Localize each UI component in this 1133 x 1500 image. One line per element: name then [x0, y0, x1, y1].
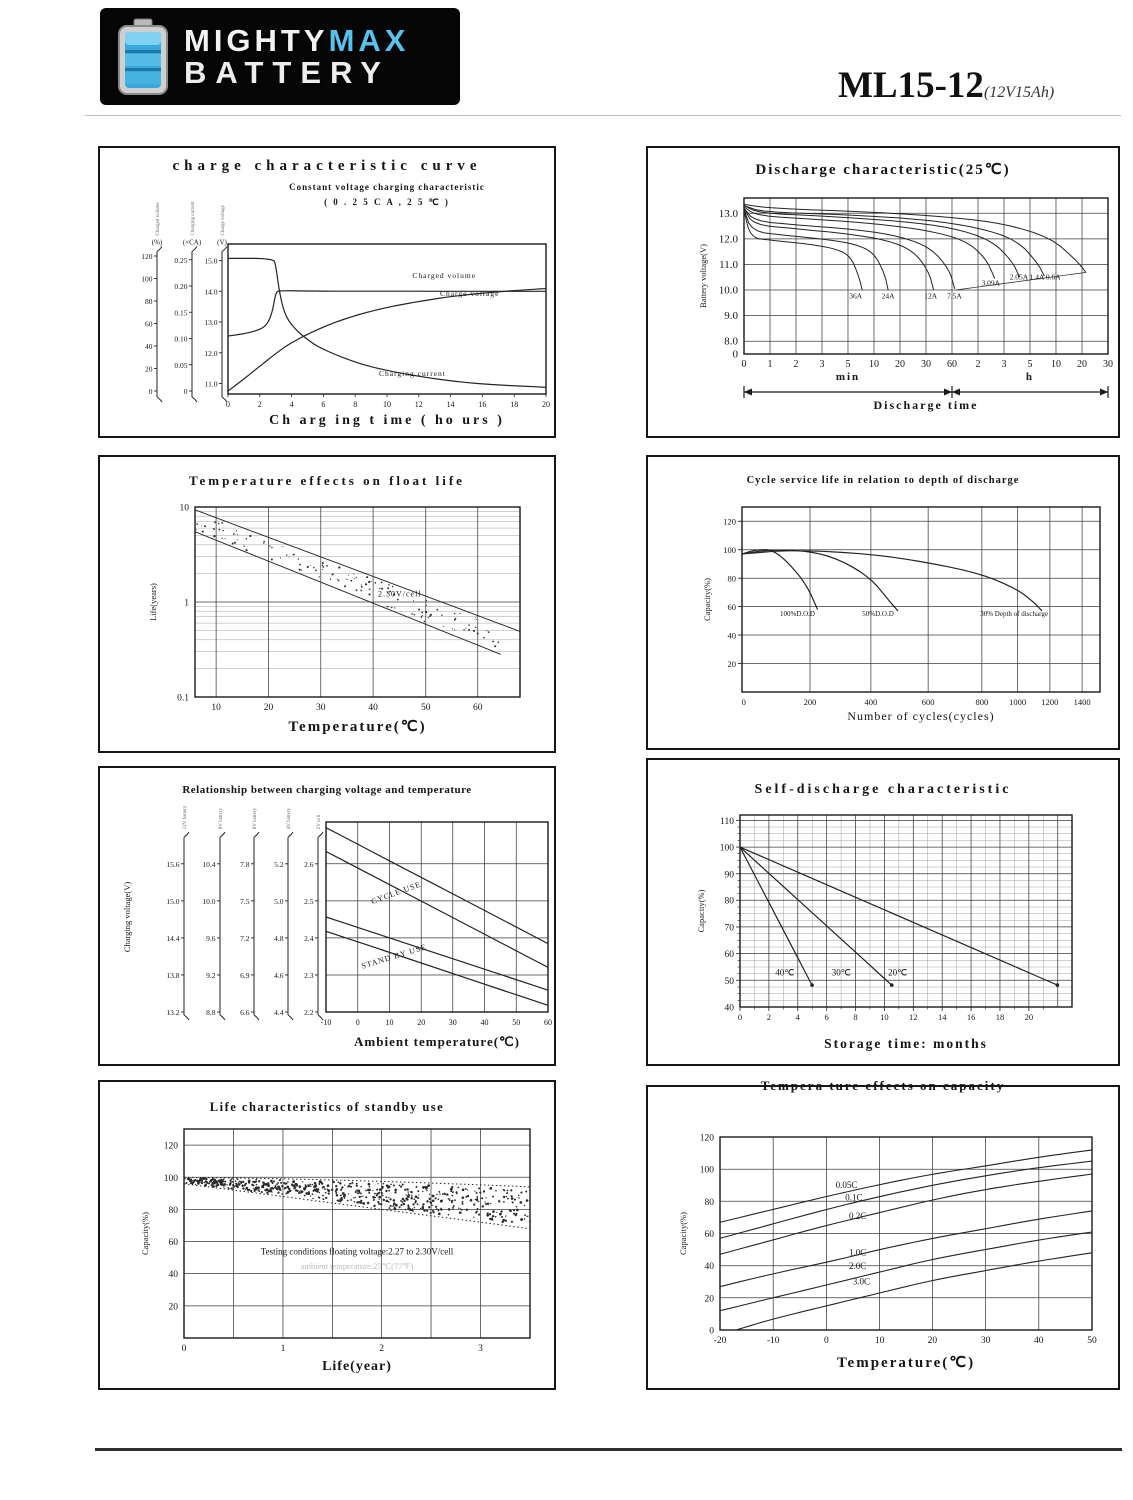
svg-text:Ambient temperature(℃): Ambient temperature(℃) — [354, 1034, 520, 1049]
svg-text:( 0 . 2 5 C A , 2 5 ℃ ): ( 0 . 2 5 C A , 2 5 ℃ ) — [324, 197, 450, 207]
svg-text:0: 0 — [741, 697, 746, 707]
svg-text:0.10: 0.10 — [174, 334, 188, 344]
chart-title: Self-discharge characteristic — [754, 782, 1012, 797]
svg-text:15.6: 15.6 — [166, 859, 180, 869]
svg-text:20: 20 — [263, 703, 274, 713]
svg-text:30% Depth of discharge: 30% Depth of discharge — [980, 610, 1048, 619]
svg-text:0: 0 — [741, 359, 747, 370]
header-rule — [85, 115, 1121, 116]
svg-text:13.0: 13.0 — [204, 318, 218, 327]
svg-text:40: 40 — [1034, 1336, 1044, 1346]
svg-text:20: 20 — [727, 659, 736, 670]
svg-text:-20: -20 — [713, 1336, 727, 1346]
svg-text:10: 10 — [211, 703, 221, 713]
svg-text:1.0C: 1.0C — [849, 1247, 867, 1258]
brand-word-mighty: MIGHTY — [184, 22, 329, 58]
model-rating: (12V15Ah) — [983, 84, 1055, 101]
svg-text:800: 800 — [975, 697, 989, 707]
svg-text:0.20: 0.20 — [174, 282, 188, 291]
svg-text:0.15: 0.15 — [174, 308, 188, 318]
svg-text:Charge voltage: Charge voltage — [439, 288, 500, 298]
svg-text:Storage time: months: Storage time: months — [824, 1036, 988, 1051]
svg-text:6: 6 — [824, 1012, 829, 1022]
svg-text:50: 50 — [1087, 1336, 1097, 1346]
svg-text:Capacity(%): Capacity(%) — [702, 578, 712, 621]
svg-text:40℃: 40℃ — [775, 967, 795, 978]
svg-text:20: 20 — [145, 364, 153, 374]
chart-panel-float-life — [98, 455, 556, 753]
svg-text:50%D.O.D: 50%D.O.D — [862, 610, 894, 619]
svg-text:2V cell: 2V cell — [317, 814, 322, 830]
svg-text:0.25: 0.25 — [174, 255, 188, 265]
svg-text:0.2C: 0.2C — [849, 1211, 867, 1222]
svg-text:80: 80 — [168, 1205, 178, 1216]
chart-svg-discharge — [648, 148, 1118, 436]
svg-text:10: 10 — [383, 400, 391, 409]
svg-text:3: 3 — [819, 359, 825, 370]
svg-text:8: 8 — [853, 1012, 858, 1022]
svg-text:60: 60 — [724, 950, 734, 961]
svg-text:Discharge time: Discharge time — [873, 398, 979, 412]
svg-text:Charged volume: Charged volume — [412, 270, 477, 280]
svg-text:0: 0 — [181, 1344, 187, 1354]
svg-text:0.05: 0.05 — [174, 360, 188, 370]
svg-text:5: 5 — [1027, 359, 1033, 370]
chart-svg-self-discharge — [648, 760, 1118, 1064]
svg-text:0: 0 — [226, 400, 230, 409]
svg-text:60: 60 — [946, 359, 957, 370]
svg-text:2: 2 — [379, 1344, 384, 1354]
svg-text:20: 20 — [542, 400, 550, 409]
svg-text:7.2: 7.2 — [240, 933, 250, 943]
svg-text:10.4: 10.4 — [202, 859, 216, 869]
svg-text:2.05A 1.4A 0.6A: 2.05A 1.4A 0.6A — [1009, 272, 1061, 282]
svg-text:60: 60 — [145, 319, 153, 329]
svg-text:10.0: 10.0 — [718, 284, 738, 297]
svg-text:80: 80 — [145, 297, 153, 306]
svg-text:Testing conditions floating vo: Testing conditions floating voltage:2.27 to 2.30V/cell — [260, 1246, 454, 1257]
svg-text:Capacity(%): Capacity(%) — [140, 1212, 150, 1255]
svg-text:2: 2 — [257, 400, 262, 409]
svg-text:10: 10 — [868, 359, 879, 370]
svg-text:Charging voltage(V): Charging voltage(V) — [122, 881, 132, 953]
svg-text:Temperature(℃): Temperature(℃) — [288, 719, 427, 735]
svg-text:10: 10 — [880, 1012, 889, 1022]
svg-text:16: 16 — [478, 400, 487, 409]
svg-text:24A: 24A — [881, 291, 895, 301]
svg-text:20: 20 — [1024, 1012, 1034, 1022]
svg-text:5.0: 5.0 — [274, 896, 284, 906]
svg-text:11.0: 11.0 — [204, 379, 218, 389]
svg-text:0.1C: 0.1C — [845, 1192, 863, 1203]
chart-title: Relationship between charging voltage and temperature — [182, 784, 472, 796]
svg-text:12V battery: 12V battery — [183, 805, 188, 830]
chart-svg-temperature-capacity — [648, 1087, 1118, 1388]
chart-panel-discharge-characteristic — [646, 146, 1120, 438]
svg-text:0: 0 — [148, 387, 153, 396]
svg-text:(%): (%) — [151, 238, 163, 247]
svg-text:0: 0 — [183, 387, 188, 396]
brand-logo — [100, 8, 460, 105]
svg-text:13.0: 13.0 — [718, 207, 738, 220]
svg-text:120: 120 — [141, 252, 153, 261]
svg-text:3: 3 — [478, 1344, 483, 1354]
svg-text:14: 14 — [446, 400, 455, 409]
svg-text:36A: 36A — [849, 291, 863, 301]
svg-text:120: 120 — [163, 1141, 178, 1152]
svg-text:Charging current: Charging current — [191, 201, 196, 236]
svg-text:18: 18 — [510, 400, 519, 409]
svg-text:400: 400 — [864, 697, 878, 707]
svg-text:20: 20 — [704, 1294, 714, 1305]
svg-text:40: 40 — [704, 1262, 714, 1273]
svg-text:2.5: 2.5 — [304, 896, 314, 906]
svg-text:6.6: 6.6 — [240, 1008, 250, 1017]
svg-text:6: 6 — [321, 400, 326, 409]
svg-text:1: 1 — [767, 359, 773, 370]
svg-text:8: 8 — [353, 400, 358, 409]
svg-text:0: 0 — [732, 348, 738, 361]
svg-text:8V battery: 8V battery — [219, 808, 224, 830]
svg-text:16: 16 — [966, 1012, 976, 1022]
svg-text:10: 10 — [874, 1336, 885, 1346]
chart-title: Life characteristics of standby use — [209, 1100, 445, 1114]
svg-text:60: 60 — [544, 1018, 552, 1027]
svg-text:Constant voltage charging char: Constant voltage charging characteristic — [289, 182, 485, 192]
svg-text:40: 40 — [480, 1018, 489, 1027]
svg-text:100%D.O.D: 100%D.O.D — [779, 610, 815, 619]
svg-text:Life(year): Life(year) — [322, 1359, 392, 1374]
chart-title: Cycle service life in relation to depth of discharge — [746, 475, 1020, 486]
chart-svg-float-life — [100, 457, 554, 751]
svg-text:20: 20 — [895, 359, 906, 370]
svg-text:Charge voltage: Charge voltage — [221, 205, 226, 236]
svg-text:8.8: 8.8 — [206, 1008, 216, 1017]
chart-svg-standby-life — [100, 1082, 554, 1388]
svg-text:100: 100 — [163, 1173, 178, 1184]
svg-text:(V): (V) — [217, 238, 227, 247]
svg-text:2: 2 — [975, 359, 981, 370]
svg-text:60: 60 — [704, 1230, 714, 1240]
svg-text:13.8: 13.8 — [166, 970, 180, 980]
svg-text:ambient temperature:25℃(77℉): ambient temperature:25℃(77℉) — [300, 1261, 414, 1272]
svg-text:4.8: 4.8 — [274, 933, 284, 943]
svg-text:10: 10 — [385, 1018, 394, 1027]
svg-text:6.9: 6.9 — [240, 970, 250, 980]
svg-text:4.4: 4.4 — [274, 1008, 284, 1017]
svg-text:-10: -10 — [320, 1018, 332, 1027]
svg-text:20: 20 — [927, 1336, 938, 1346]
chart-svg-voltage-temperature — [100, 768, 554, 1064]
svg-text:14.0: 14.0 — [204, 287, 218, 297]
svg-text:60: 60 — [473, 703, 483, 713]
svg-text:2.0C: 2.0C — [849, 1261, 867, 1272]
chart-panel-temperature-capacity — [646, 1078, 1120, 1390]
svg-text:1200: 1200 — [1041, 697, 1059, 707]
svg-text:3.0C: 3.0C — [852, 1276, 870, 1287]
svg-text:0.1: 0.1 — [177, 693, 189, 704]
model-title-block — [838, 64, 1128, 107]
chart-svg-charge — [100, 148, 554, 436]
svg-text:1: 1 — [184, 598, 189, 609]
svg-text:30: 30 — [1103, 359, 1113, 370]
svg-text:600: 600 — [921, 697, 935, 707]
svg-text:20: 20 — [1077, 359, 1088, 370]
svg-text:10: 10 — [179, 503, 189, 514]
svg-text:30: 30 — [316, 703, 326, 713]
svg-text:30: 30 — [448, 1018, 457, 1027]
svg-text:18: 18 — [995, 1012, 1005, 1022]
svg-text:10: 10 — [1050, 359, 1061, 370]
svg-text:0.05C: 0.05C — [835, 1180, 858, 1191]
svg-text:80: 80 — [727, 573, 736, 584]
svg-text:10.0: 10.0 — [202, 896, 216, 906]
svg-text:12: 12 — [414, 400, 423, 409]
chart-panel-standby-life — [98, 1080, 556, 1390]
svg-text:13.2: 13.2 — [166, 1008, 180, 1017]
svg-text:1000: 1000 — [1009, 697, 1027, 707]
svg-text:8.0: 8.0 — [724, 335, 738, 348]
svg-text:CYCLE USE: CYCLE USE — [370, 879, 423, 906]
chart-title: Discharge characteristic(25℃) — [755, 162, 1011, 178]
svg-text:4.6: 4.6 — [274, 970, 284, 980]
chart-panel-charge-characteristic — [98, 146, 556, 438]
svg-text:4: 4 — [289, 400, 294, 409]
svg-text:(×CA): (×CA) — [182, 238, 202, 247]
brand-word-battery: BATTERY — [184, 54, 390, 90]
svg-text:40: 40 — [168, 1270, 178, 1281]
svg-text:7.5: 7.5 — [240, 896, 250, 906]
svg-text:30℃: 30℃ — [831, 967, 851, 978]
svg-text:90: 90 — [724, 870, 734, 881]
chart-title: Temperature effects on float life — [189, 473, 465, 488]
svg-text:120: 120 — [699, 1133, 714, 1144]
svg-text:50: 50 — [421, 703, 431, 713]
svg-text:30: 30 — [921, 359, 931, 370]
chart-title: charge characteristic curve — [172, 158, 482, 174]
svg-text:Number of cycles(cycles): Number of cycles(cycles) — [847, 709, 995, 723]
svg-text:80: 80 — [724, 896, 734, 907]
svg-text:12.0: 12.0 — [204, 348, 218, 358]
svg-text:14: 14 — [937, 1012, 947, 1022]
svg-text:40: 40 — [145, 342, 153, 351]
svg-text:12.0: 12.0 — [718, 233, 738, 246]
svg-text:5: 5 — [845, 359, 851, 370]
svg-text:40: 40 — [727, 630, 736, 641]
svg-text:Ch arg ing t ime ( ho urs ): Ch arg ing t ime ( ho urs ) — [269, 413, 505, 428]
footer-rule — [95, 1448, 1122, 1451]
svg-text:h: h — [1025, 371, 1035, 383]
svg-text:0: 0 — [709, 1326, 714, 1337]
chart-panel-self-discharge — [646, 758, 1120, 1066]
svg-text:Charged volume: Charged volume — [156, 202, 161, 236]
svg-text:50: 50 — [724, 976, 734, 987]
svg-text:15.0: 15.0 — [204, 256, 218, 266]
svg-text:20℃: 20℃ — [888, 967, 908, 978]
svg-text:2.2: 2.2 — [304, 1008, 314, 1017]
svg-text:4: 4 — [795, 1012, 800, 1022]
svg-text:70: 70 — [724, 923, 734, 934]
svg-text:14.4: 14.4 — [166, 933, 180, 943]
battery-icon — [112, 18, 174, 96]
chart-svg-cycle-life — [648, 457, 1118, 748]
svg-text:-10: -10 — [766, 1336, 780, 1346]
svg-text:2.6: 2.6 — [304, 859, 314, 869]
svg-text:9.6: 9.6 — [206, 933, 216, 943]
svg-text:12: 12 — [909, 1012, 918, 1022]
svg-text:30: 30 — [980, 1336, 991, 1346]
svg-text:1: 1 — [280, 1344, 286, 1354]
svg-text:40: 40 — [368, 703, 378, 713]
svg-text:2.4: 2.4 — [304, 933, 314, 943]
svg-text:100: 100 — [723, 545, 736, 556]
svg-text:2: 2 — [793, 359, 799, 370]
brand-text — [184, 22, 410, 90]
chart-title: Tempera ture effects on capacity — [760, 1078, 1006, 1093]
svg-text:200: 200 — [803, 697, 817, 707]
svg-text:Temperature(℃): Temperature(℃) — [836, 1355, 976, 1371]
svg-text:3.09A: 3.09A — [981, 278, 1001, 288]
svg-text:4V battery: 4V battery — [287, 808, 292, 830]
svg-text:100: 100 — [699, 1165, 714, 1176]
svg-text:12A: 12A — [924, 291, 938, 301]
svg-text:40: 40 — [724, 1003, 734, 1014]
svg-text:50: 50 — [512, 1018, 521, 1027]
svg-text:11.0: 11.0 — [719, 258, 738, 271]
svg-text:60: 60 — [727, 602, 736, 613]
svg-text:1400: 1400 — [1073, 697, 1091, 707]
chart-panel-cycle-life — [646, 455, 1120, 750]
svg-text:2.30V/cell: 2.30V/cell — [377, 589, 422, 599]
svg-text:60: 60 — [168, 1237, 178, 1248]
svg-text:7.8: 7.8 — [240, 859, 250, 869]
svg-text:2.3: 2.3 — [304, 970, 314, 980]
svg-text:STAND BY USE: STAND BY USE — [360, 942, 428, 971]
svg-text:20: 20 — [168, 1302, 178, 1313]
svg-text:15.0: 15.0 — [166, 896, 180, 906]
svg-text:100: 100 — [719, 843, 734, 854]
svg-text:3: 3 — [1001, 359, 1007, 370]
svg-text:Charging current: Charging current — [378, 369, 446, 378]
svg-text:80: 80 — [704, 1197, 714, 1208]
svg-text:Battery voltage(V): Battery voltage(V) — [698, 244, 708, 308]
svg-text:5.2: 5.2 — [274, 859, 284, 869]
svg-text:9.2: 9.2 — [206, 970, 216, 980]
svg-text:6V battery: 6V battery — [253, 808, 258, 830]
svg-text:Life(years): Life(years) — [148, 583, 158, 621]
svg-text:min: min — [835, 371, 861, 383]
brand-word-max: MAX — [328, 22, 410, 58]
svg-text:Capacity(%): Capacity(%) — [678, 1212, 688, 1255]
svg-text:0: 0 — [737, 1012, 743, 1022]
svg-text:9.0: 9.0 — [724, 310, 738, 323]
svg-text:2: 2 — [766, 1012, 772, 1022]
chart-panel-charging-voltage-temperature — [98, 766, 556, 1066]
svg-text:110: 110 — [720, 816, 734, 827]
svg-text:20: 20 — [417, 1018, 426, 1027]
model-number: ML15-12 — [838, 65, 984, 106]
svg-text:7.5A: 7.5A — [946, 291, 962, 301]
svg-text:100: 100 — [141, 274, 153, 284]
svg-text:Capacity(%): Capacity(%) — [696, 889, 706, 933]
svg-text:120: 120 — [723, 516, 736, 527]
svg-text:0: 0 — [355, 1018, 360, 1027]
svg-text:0: 0 — [824, 1336, 829, 1346]
